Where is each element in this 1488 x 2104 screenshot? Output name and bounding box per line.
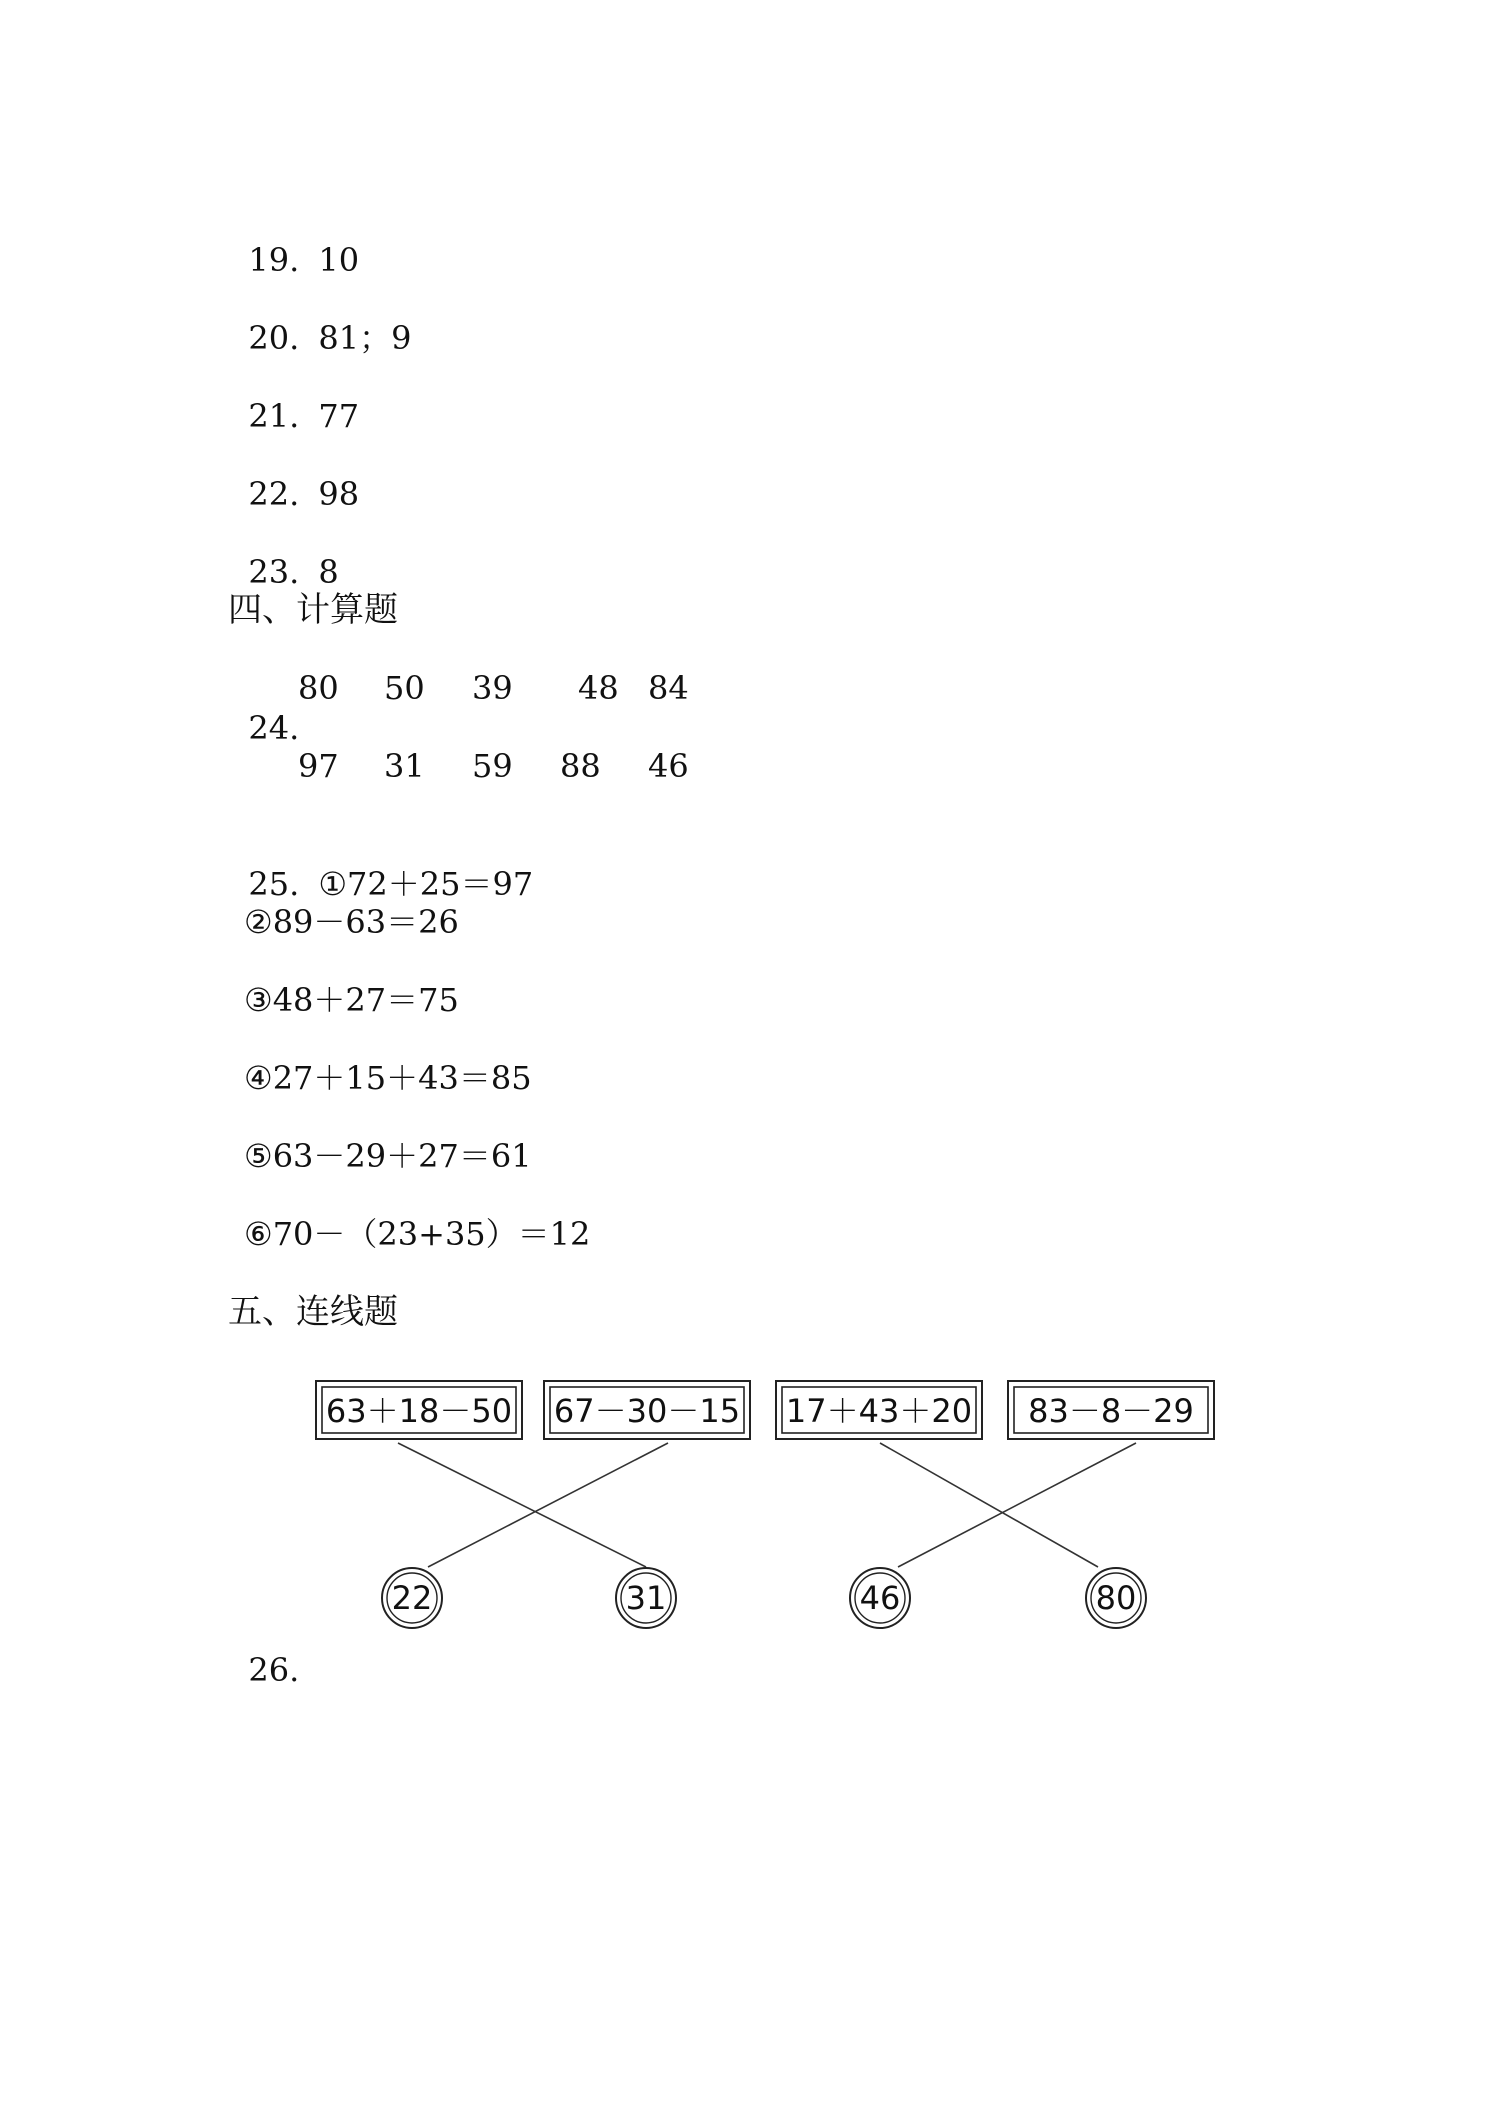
question-number: 23. <box>248 553 300 591</box>
answer-circle <box>616 1568 676 1628</box>
expression-box <box>1008 1381 1214 1439</box>
equation: ④27＋15＋43＝85 <box>244 1059 532 1097</box>
connector-line <box>898 1443 1136 1567</box>
question-number: 20. <box>248 319 300 357</box>
circle-number: 46 <box>859 1579 901 1617</box>
answer-circle <box>382 1568 442 1628</box>
answer-text: 77 <box>318 397 360 435</box>
equation: ⑤63－29＋27＝61 <box>244 1137 532 1175</box>
expression-text: 63＋18－50 <box>325 1392 513 1430</box>
q24-row2-cell: 31 <box>384 747 425 785</box>
question-number: 21. <box>248 397 300 435</box>
question-number: 22. <box>248 475 300 513</box>
answer-text: 8 <box>318 553 339 591</box>
question-number: 25. <box>248 865 300 903</box>
section-title-calculation: 四、计算题 <box>228 590 398 630</box>
q24-row1-cell: 80 <box>298 669 339 707</box>
answer-circle <box>850 1568 910 1628</box>
equation: ③48＋27＝75 <box>244 981 459 1019</box>
equation: ①72＋25＝97 <box>318 865 534 903</box>
q24-row1-cell: 50 <box>384 669 425 707</box>
expression-box <box>316 1381 522 1439</box>
question-number: 19. <box>248 241 300 279</box>
connector-line <box>398 1443 646 1567</box>
expression-text: 83－8－29 <box>1028 1392 1194 1430</box>
q24-row1-cell: 84 <box>648 669 689 707</box>
question-number: 26. <box>248 1651 300 1689</box>
answer-text: 81；9 <box>318 319 412 357</box>
expression-box <box>776 1381 982 1439</box>
section-title-matching: 五、连线题 <box>228 1292 398 1332</box>
question-number: 24. <box>248 709 300 747</box>
q24-row1-cell: 39 <box>472 669 513 707</box>
circle-number: 22 <box>391 1579 433 1617</box>
q24-row1-cell: 48 <box>578 669 619 707</box>
q24-row2-cell: 59 <box>472 747 513 785</box>
expression-text: 17＋43＋20 <box>785 1392 973 1430</box>
answer-text: 98 <box>318 475 360 513</box>
answer-circle <box>1086 1568 1146 1628</box>
q24-row2-cell: 97 <box>298 747 339 785</box>
connector-line <box>428 1443 668 1567</box>
answer-text: 10 <box>318 241 360 279</box>
q24-row2-cell: 88 <box>560 747 601 785</box>
circle-number: 80 <box>1095 1579 1137 1617</box>
circle-number: 31 <box>625 1579 667 1617</box>
expression-text: 67－30－15 <box>553 1392 741 1430</box>
equation: ②89－63＝26 <box>244 903 459 941</box>
q24-row2-cell: 46 <box>648 747 689 785</box>
equation: ⑥70－（23+35）＝12 <box>244 1215 591 1253</box>
connector-line <box>880 1443 1098 1567</box>
expression-box <box>544 1381 750 1439</box>
